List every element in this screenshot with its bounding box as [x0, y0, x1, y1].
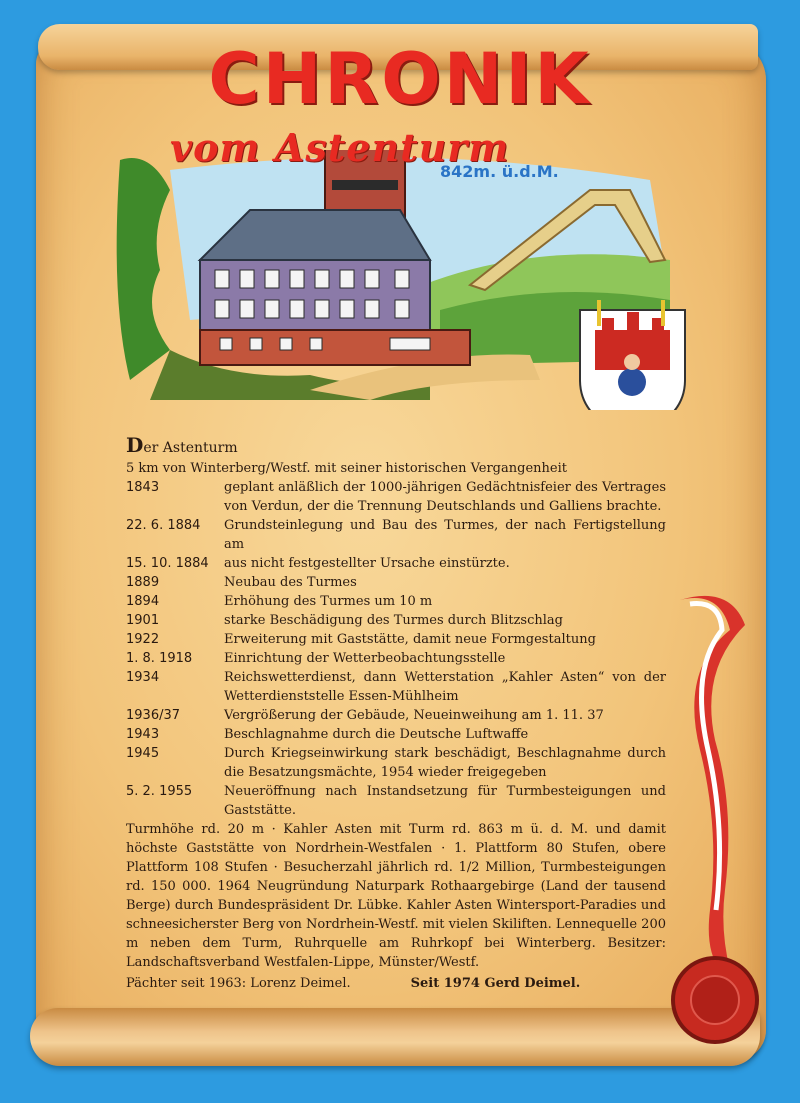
tenant-1: Pächter seit 1963: Lorenz Deimel. [126, 976, 351, 991]
entry-text: Vergrößerung der Gebäude, Neueinweihung am 1. 11. 37 [224, 708, 604, 723]
chronicle-entry [126, 706, 666, 725]
ribbon-seal [660, 590, 780, 1060]
entry-date: 1. 8. 1918 [126, 651, 193, 666]
chronicle-entry [126, 573, 666, 592]
entry-date: 1901 [126, 613, 160, 628]
entry-text: geplant anläßlich der 1000-jährigen Gedächtnisfeier des Vertrages von Verdun, der die Trennung Deutschlands und Galliens brachte. [224, 480, 666, 514]
entry-date: 1934 [126, 670, 160, 685]
entry-text: Einrichtung der Wetterbeobachtungsstelle [224, 651, 506, 666]
chronicle-entries [126, 478, 666, 820]
heading-initial: D [126, 433, 144, 457]
chronicle-title: CHRONIK [208, 38, 592, 120]
tenant-row [126, 974, 666, 993]
chronicle-entry [126, 649, 666, 668]
chronicle-heading [126, 433, 666, 458]
entry-date: 1843 [126, 480, 160, 495]
entry-text: Grundsteinlegung und Bau des Turmes, der nach Fertigstellung am [224, 518, 666, 552]
heading-rest: er Astenturm [143, 440, 238, 456]
chronicle-entry [126, 725, 666, 744]
entry-date: 1945 [126, 746, 160, 761]
chronicle-intro: 5 km von Winterberg/Westf. mit seiner historischen Vergangenheit [126, 461, 567, 476]
chronicle-subtitle: vom Astenturm [170, 125, 510, 170]
chronicle-entry [126, 478, 666, 516]
entry-date: 1922 [126, 632, 160, 647]
chronicle-entry [126, 554, 666, 573]
chronicle-entry [126, 516, 666, 554]
chronicle-text [126, 433, 666, 993]
entry-date: 1894 [126, 594, 160, 609]
chronicle-entry [126, 630, 666, 649]
scroll-roll-bottom [30, 1008, 760, 1066]
chronicle-entry [126, 611, 666, 630]
chronicle-entry [126, 668, 666, 706]
chronicle-summary: Turmhöhe rd. 20 m · Kahler Asten mit Turm rd. 863 m ü. d. M. und damit höchste Gaststätte von Nordrhein-Westfalen · 1. Plattform 80 Stufen, obere Plattform 108 Stufen · Besucherzahl jährlich rd. 1/2 Million, Turmbesteigungen rd. 150 000. 1964 Neugründung Naturpark Rothaargebirge (Land der tausend Berge) durch Bundespräsident Dr. Lübke. Kahler Asten Wintersport-Paradies und schneesicherster Berg von Nordrhein-Westf. mit vielen Skiliften. Lennequelle 200 m neben dem Turm, Ruhrquelle am Ruhrkopf bei Winterberg. Besitzer: Landschaftsverband Westfalen-Lippe, Münster/Westf. [126, 822, 666, 970]
chronicle-entry [126, 744, 666, 782]
chronicle-entry [126, 782, 666, 820]
entry-date: 1943 [126, 727, 160, 742]
entry-text: Durch Kriegseinwirkung stark beschädigt, Beschlagnahme durch die Besatzungsmächte, 1954 wieder freigegeben [224, 746, 666, 780]
entry-date: 1936/37 [126, 708, 181, 723]
entry-text: Neubau des Turmes [224, 575, 357, 590]
entry-text: Reichswetterdienst, dann Wetterstation „Kahler Asten“ von der Wetterdienststelle Essen-Mühlheim [224, 670, 666, 704]
entry-date: 22. 6. 1884 [126, 518, 201, 533]
altitude-label: 842m. ü.d.M. [440, 162, 559, 181]
coat-of-arms [580, 300, 685, 410]
entry-date: 1889 [126, 575, 160, 590]
entry-date: 15. 10. 1884 [126, 556, 209, 571]
entry-text: starke Beschädigung des Turmes durch Blitzschlag [224, 613, 563, 628]
entry-text: Beschlagnahme durch die Deutsche Luftwaffe [224, 727, 529, 742]
entry-text: Erweiterung mit Gaststätte, damit neue Formgestaltung [224, 632, 596, 647]
entry-text: Erhöhung des Turmes um 10 m [224, 594, 433, 609]
tenant-2: Seit 1974 Gerd Deimel. [410, 976, 581, 991]
astenturm-illustration [110, 150, 700, 410]
entry-date: 5. 2. 1955 [126, 784, 193, 799]
entry-text: Neueröffnung nach Instandsetzung für Turmbesteigungen und Gaststätte. [224, 784, 666, 818]
chronicle-entry [126, 592, 666, 611]
entry-text: aus nicht festgestellter Ursache einstürzte. [224, 556, 510, 571]
